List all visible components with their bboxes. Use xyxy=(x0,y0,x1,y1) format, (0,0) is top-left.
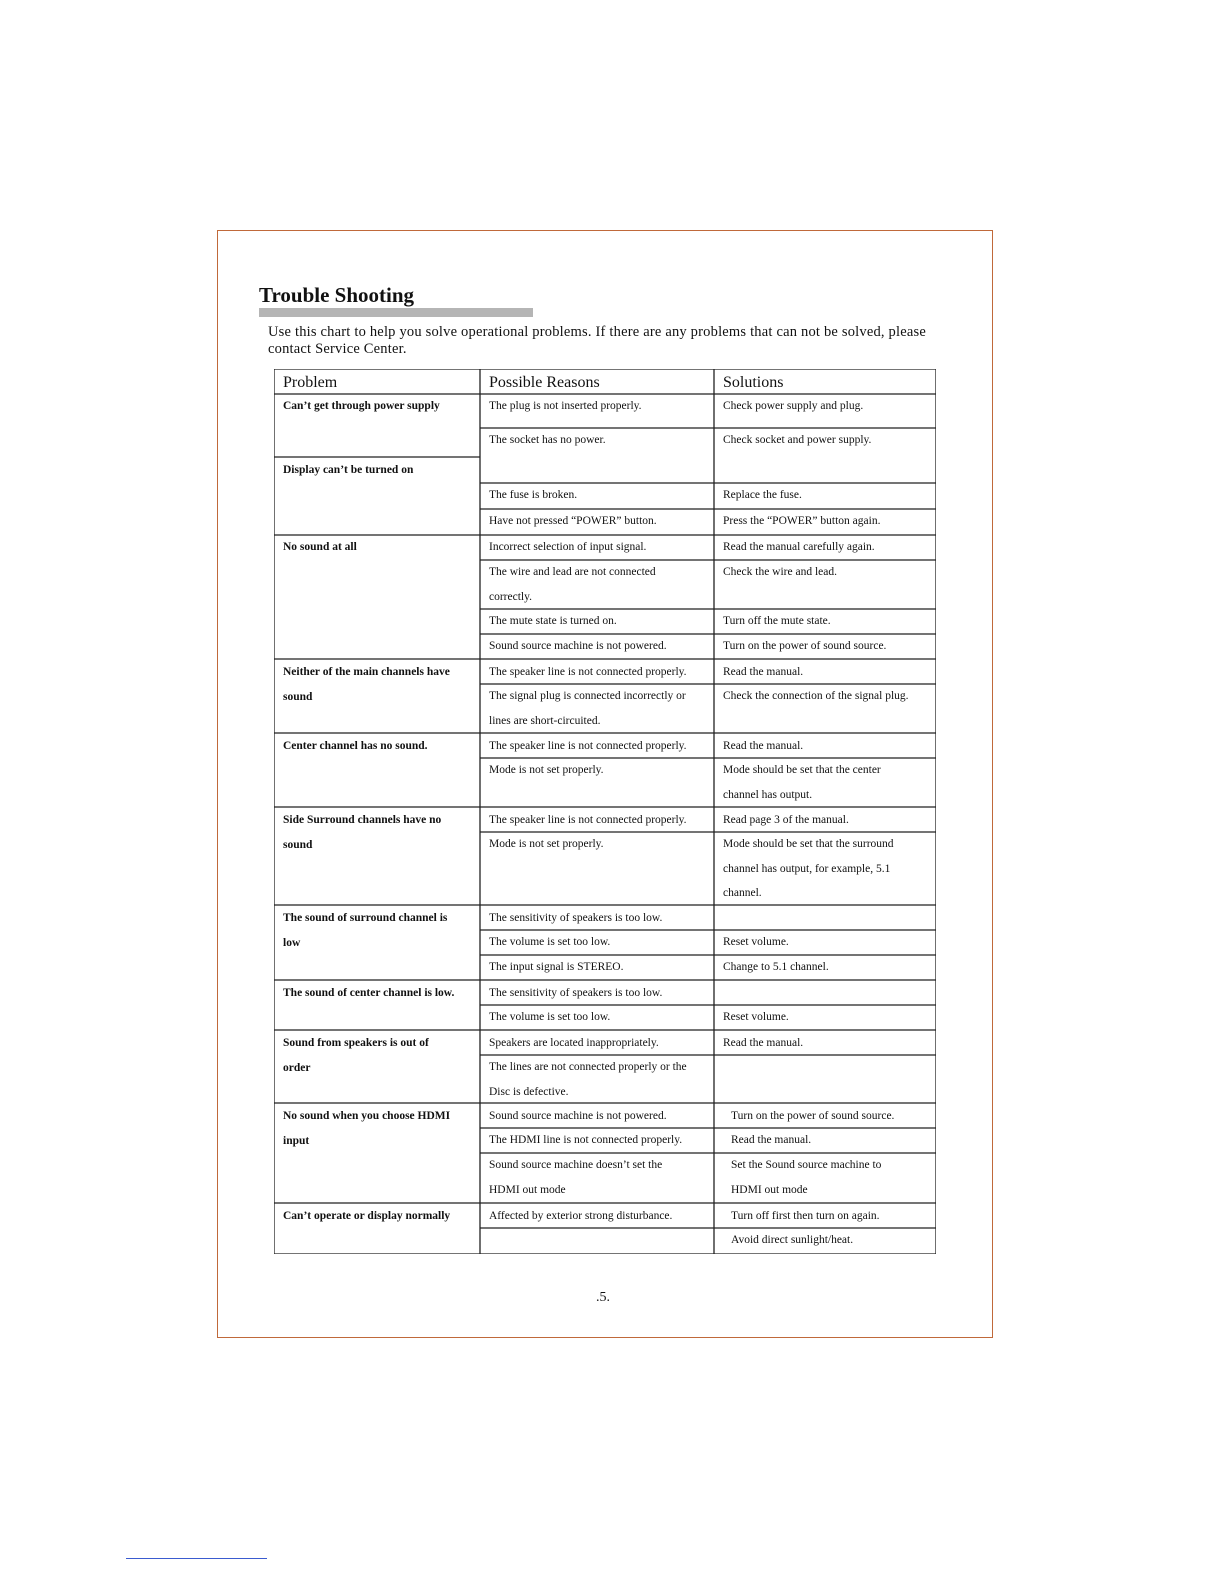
reason-cell: The speaker line is not connected properly. xyxy=(489,814,687,826)
reason-cell: The fuse is broken. xyxy=(489,489,578,501)
solution-cell: Avoid direct sunlight/heat. xyxy=(731,1234,854,1246)
problem-cell: Neither of the main channels have xyxy=(283,666,450,678)
problem-cell: sound xyxy=(283,690,313,703)
solution-cell: Read the manual. xyxy=(723,740,804,752)
trouble-shooting-table xyxy=(274,369,936,1254)
solution-cell: Read the manual carefully again. xyxy=(723,541,875,553)
solution-cell: HDMI out mode xyxy=(731,1183,808,1196)
header-solutions: Solutions xyxy=(723,374,784,391)
reason-cell: lines are short-circuited. xyxy=(489,714,601,727)
reason-cell: The signal plug is connected incorrectly or xyxy=(489,690,686,702)
reason-cell: Disc is defective. xyxy=(489,1085,569,1098)
problem-cell: Sound from speakers is out of xyxy=(283,1037,429,1049)
reason-cell: The speaker line is not connected properly. xyxy=(489,740,687,752)
solution-cell: Reset volume. xyxy=(723,936,789,948)
solution-cell: Press the “POWER” button again. xyxy=(723,515,881,527)
solution-cell: channel. xyxy=(723,887,762,899)
solution-cell: Reset volume. xyxy=(723,1011,789,1023)
reason-cell: The lines are not connected properly or the xyxy=(489,1061,687,1073)
problem-cell: input xyxy=(283,1134,310,1147)
title-underline-bar xyxy=(259,308,533,317)
problem-cell: Side Surround channels have no xyxy=(283,814,442,826)
reason-cell: The wire and lead are not connected xyxy=(489,566,656,578)
reason-cell: Sound source machine doesn’t set the xyxy=(489,1159,663,1171)
solution-cell: Read page 3 of the manual. xyxy=(723,814,849,826)
problem-cell: No sound when you choose HDMI xyxy=(283,1110,451,1122)
reason-cell: The sensitivity of speakers is too low. xyxy=(489,987,663,999)
reason-cell: Have not pressed “POWER” button. xyxy=(489,515,657,527)
problem-cell: Center channel has no sound. xyxy=(283,740,428,752)
solution-cell: channel has output, for example, 5.1 xyxy=(723,862,891,875)
header-possible-reasons: Possible Reasons xyxy=(489,374,600,391)
reason-cell: Sound source machine is not powered. xyxy=(489,640,667,652)
reason-cell: The volume is set too low. xyxy=(489,1011,611,1023)
solution-cell: Read the manual. xyxy=(731,1134,812,1146)
problem-cell: No sound at all xyxy=(283,541,357,553)
solution-cell: Turn off first then turn on again. xyxy=(731,1210,880,1222)
solution-cell: Read the manual. xyxy=(723,1037,804,1049)
intro-text: Use this chart to help you solve operational problems. If there are any problems that can not be solved, please contact Service Center. xyxy=(268,324,926,357)
solution-cell: Read the manual. xyxy=(723,666,804,678)
reason-cell: HDMI out mode xyxy=(489,1183,566,1196)
reason-cell: Mode is not set properly. xyxy=(489,764,604,776)
reason-cell: The mute state is turned on. xyxy=(489,615,617,627)
reason-cell: Incorrect selection of input signal. xyxy=(489,541,647,553)
reason-cell: The HDMI line is not connected properly. xyxy=(489,1134,683,1146)
solution-cell: Replace the fuse. xyxy=(723,489,802,501)
problem-cell: Can’t get through power supply xyxy=(283,400,440,412)
problem-cell: low xyxy=(283,936,301,949)
reason-cell: Affected by exterior strong disturbance. xyxy=(489,1210,673,1222)
reason-cell: The volume is set too low. xyxy=(489,936,611,948)
reason-cell: The speaker line is not connected properly. xyxy=(489,666,687,678)
problem-cell: order xyxy=(283,1061,311,1074)
solution-cell: Change to 5.1 channel. xyxy=(723,961,829,973)
reason-cell: The plug is not inserted properly. xyxy=(489,400,642,412)
solution-cell: channel has output. xyxy=(723,788,813,801)
solution-cell: Mode should be set that the center xyxy=(723,764,881,776)
page-title: Trouble Shooting xyxy=(259,283,415,307)
solution-cell: Check socket and power supply. xyxy=(723,434,872,446)
reason-cell: correctly. xyxy=(489,590,532,603)
problem-cell: sound xyxy=(283,838,313,851)
solution-cell: Turn off the mute state. xyxy=(723,615,831,627)
reason-cell: The socket has no power. xyxy=(489,434,606,446)
solution-cell: Turn on the power of sound source. xyxy=(731,1110,895,1122)
problem-cell: Can’t operate or display normally xyxy=(283,1210,451,1222)
solution-cell: Turn on the power of sound source. xyxy=(723,640,887,652)
reason-cell: The input signal is STEREO. xyxy=(489,961,624,973)
problem-cell: Display can’t be turned on xyxy=(283,464,414,476)
page-number: .5. xyxy=(596,1290,610,1305)
solution-cell: Mode should be set that the surround xyxy=(723,838,894,850)
problem-cell: The sound of surround channel is xyxy=(283,912,448,924)
problem-cell: The sound of center channel is low. xyxy=(283,987,455,999)
solution-cell: Set the Sound source machine to xyxy=(731,1159,882,1171)
solution-cell: Check power supply and plug. xyxy=(723,400,864,412)
footer-line xyxy=(126,1558,267,1559)
solution-cell: Check the connection of the signal plug. xyxy=(723,690,909,702)
reason-cell: Speakers are located inappropriately. xyxy=(489,1037,659,1049)
reason-cell: The sensitivity of speakers is too low. xyxy=(489,912,663,924)
header-problem: Problem xyxy=(283,374,338,391)
reason-cell: Mode is not set properly. xyxy=(489,838,604,850)
solution-cell: Check the wire and lead. xyxy=(723,566,837,578)
reason-cell: Sound source machine is not powered. xyxy=(489,1110,667,1122)
